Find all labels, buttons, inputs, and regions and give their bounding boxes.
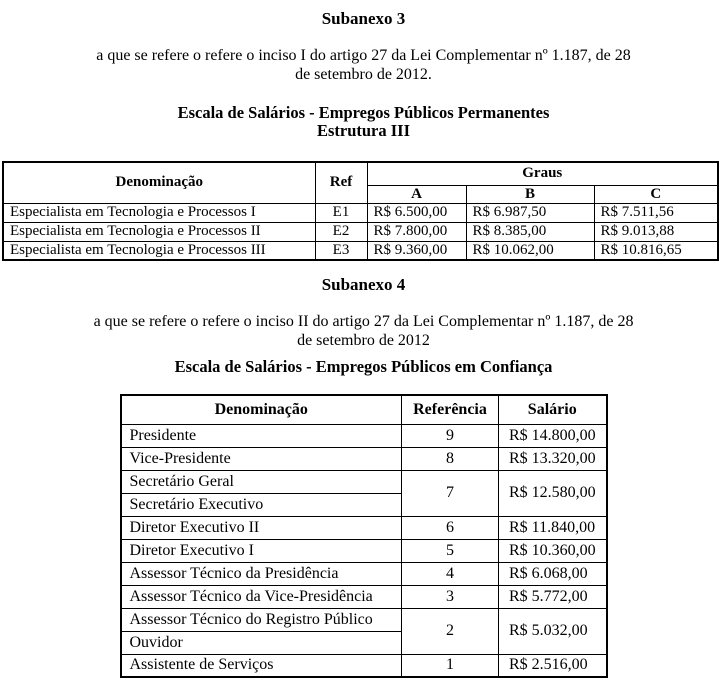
permanentes-heading-line2: Estrutura III	[316, 121, 411, 140]
denominacao-cell: Diretor Executivo I	[121, 539, 402, 562]
denominacao-cell: Assessor Técnico do Registro Público	[121, 608, 402, 631]
table-row	[3, 203, 718, 222]
referencia-cell: 5	[402, 539, 499, 562]
denominacao-cell: Secretário Geral	[121, 470, 402, 493]
col-grau-b-header: B	[466, 185, 594, 203]
salario-cell: R$ 10.360,00	[499, 539, 607, 562]
ref-cell: E1	[315, 203, 367, 222]
permanent-salaries-table	[2, 161, 719, 261]
col-ref-header: Ref	[315, 162, 367, 203]
referencia-cell: 8	[402, 447, 499, 470]
grau-c-cell: R$ 9.013,88	[594, 222, 718, 241]
table-row	[121, 654, 607, 677]
grau-a-cell: R$ 7.800,00	[367, 222, 466, 241]
table-row	[121, 585, 607, 608]
subanexo3-title: Subanexo 3	[321, 9, 406, 28]
denominacao-cell: Especialista em Tecnologia e Processos III	[3, 241, 315, 260]
referencia-cell: 1	[402, 654, 499, 677]
denominacao-cell: Assistente de Serviços	[121, 654, 402, 677]
denominacao-cell: Ouvidor	[121, 631, 402, 654]
col-denominacao-header: Denominação	[121, 395, 402, 424]
salario-cell: R$ 12.580,00	[499, 470, 607, 516]
salario-cell: R$ 14.800,00	[499, 424, 607, 447]
referencia-cell: 9	[402, 424, 499, 447]
subanexo3-intro-line2: de setembro de 2012.	[295, 66, 432, 83]
grau-a-cell: R$ 9.360,00	[367, 241, 466, 260]
permanentes-heading	[0, 104, 727, 140]
referencia-cell: 3	[402, 585, 499, 608]
grau-b-cell: R$ 10.062,00	[466, 241, 594, 260]
table-row	[121, 470, 607, 493]
denominacao-cell: Assessor Técnico da Presidência	[121, 562, 402, 585]
subanexo4-intro-line1: a que se refere o refere o inciso II do artigo 27 da Lei Complementar nº 1.187, de 28	[93, 313, 634, 330]
grau-b-cell: R$ 8.385,00	[466, 222, 594, 241]
table-header-row	[3, 162, 718, 185]
ref-cell: E2	[315, 222, 367, 241]
grau-a-cell: R$ 6.500,00	[367, 203, 466, 222]
permanentes-heading-line1: Escala de Salários - Empregos Públicos Permanentes	[177, 103, 550, 122]
denominacao-cell: Presidente	[121, 424, 402, 447]
salario-cell: R$ 6.068,00	[499, 562, 607, 585]
salario-cell: R$ 5.032,00	[499, 608, 607, 654]
col-referencia-header: Referência	[402, 395, 499, 424]
grau-c-cell: R$ 7.511,56	[594, 203, 718, 222]
table-row	[121, 608, 607, 631]
denominacao-cell: Vice-Presidente	[121, 447, 402, 470]
denominacao-cell: Diretor Executivo II	[121, 516, 402, 539]
col-grau-a-header: A	[367, 185, 466, 203]
denominacao-cell: Secretário Executivo	[121, 493, 402, 516]
grau-c-cell: R$ 10.816,65	[594, 241, 718, 260]
table-row	[121, 516, 607, 539]
referencia-cell: 7	[402, 470, 499, 516]
table-row	[3, 241, 718, 260]
col-salario-header: Salário	[499, 395, 607, 424]
referencia-cell: 2	[402, 608, 499, 654]
table-row	[121, 562, 607, 585]
subanexo3-intro-line1: a que se refere o refere o inciso I do artigo 27 da Lei Complementar nº 1.187, de 28	[96, 47, 631, 64]
col-graus-header: Graus	[367, 162, 718, 185]
table-row	[3, 222, 718, 241]
document	[0, 9, 727, 696]
referencia-cell: 4	[402, 562, 499, 585]
denominacao-cell: Assessor Técnico da Vice-Presidência	[121, 585, 402, 608]
grau-b-cell: R$ 6.987,50	[466, 203, 594, 222]
salario-cell: R$ 5.772,00	[499, 585, 607, 608]
subanexo4-intro	[0, 312, 727, 350]
denominacao-cell: Especialista em Tecnologia e Processos II	[3, 222, 315, 241]
subanexo3-intro	[0, 46, 727, 84]
table-row	[121, 447, 607, 470]
salario-cell: R$ 11.840,00	[499, 516, 607, 539]
salario-cell: R$ 13.320,00	[499, 447, 607, 470]
ref-cell: E3	[315, 241, 367, 260]
col-denominacao-header: Denominação	[3, 162, 315, 203]
confianca-salaries-table	[120, 394, 608, 678]
table-row	[121, 539, 607, 562]
denominacao-cell: Especialista em Tecnologia e Processos I	[3, 203, 315, 222]
table-row	[121, 424, 607, 447]
subanexo4-intro-line2: de setembro de 2012	[297, 332, 430, 349]
col-grau-c-header: C	[594, 185, 718, 203]
referencia-cell: 6	[402, 516, 499, 539]
subanexo4-title: Subanexo 4	[321, 275, 406, 294]
confianca-heading: Escala de Salários - Empregos Públicos em Confiança	[174, 357, 553, 376]
salario-cell: R$ 2.516,00	[499, 654, 607, 677]
table-header-row	[121, 395, 607, 424]
